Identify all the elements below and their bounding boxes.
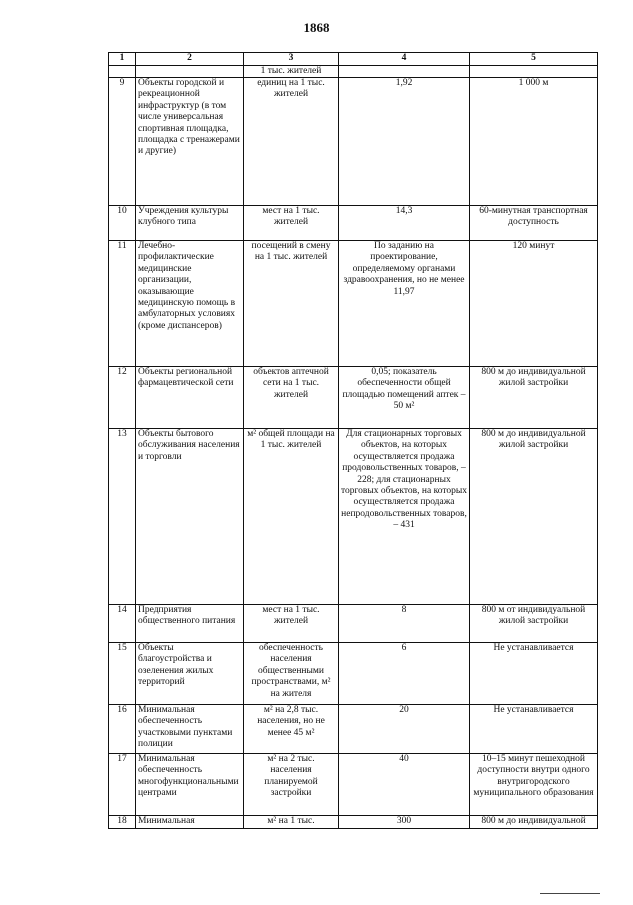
row-value: 8 (339, 605, 470, 643)
row-accessibility: 800 м от индивидуальной жилой застройки (470, 605, 598, 643)
row-value: 300 (339, 816, 470, 829)
table-body (109, 66, 598, 829)
continuation-num-cell (109, 66, 136, 78)
row-object-name: Минимальная обеспеченность участковыми пунктами полиции (136, 705, 244, 754)
row-value: 20 (339, 705, 470, 754)
row-number: 10 (109, 206, 136, 241)
row-value: 14,3 (339, 206, 470, 241)
row-unit: объектов аптечной сети на 1 тыс. жителей (244, 367, 339, 429)
row-number: 15 (109, 643, 136, 705)
row-value: 6 (339, 643, 470, 705)
continuation-note-cell (470, 66, 598, 78)
table-row (109, 78, 598, 206)
row-unit: м² на 1 тыс. (244, 816, 339, 829)
row-accessibility: Не устанавливается (470, 643, 598, 705)
header-col-3: 3 (244, 53, 339, 66)
row-value: 0,05; показатель обеспеченности общей площадью помещений аптек – 50 м² (339, 367, 470, 429)
row-number: 16 (109, 705, 136, 754)
row-value: 40 (339, 754, 470, 816)
row-unit: м² на 2 тыс. населения планируемой застройки (244, 754, 339, 816)
row-number: 17 (109, 754, 136, 816)
row-number: 12 (109, 367, 136, 429)
continuation-unit-cell: 1 тыс. жителей (244, 66, 339, 78)
table-row (109, 754, 598, 816)
row-object-name: Лечебно-профилактические медицинские организации, оказывающие медицинскую помощь в амбулаторных условиях (кроме диспансеров) (136, 241, 244, 367)
table-row (109, 206, 598, 241)
table-row (109, 705, 598, 754)
row-accessibility: 120 минут (470, 241, 598, 367)
norms-table (108, 52, 598, 829)
row-unit: единиц на 1 тыс. жителей (244, 78, 339, 206)
header-col-2: 2 (136, 53, 244, 66)
row-value: Для стационарных торговых объектов, на которых осуществляется продажа продовольственных товаров, – 228; для стационарных торговых объектов, на которых осуществляется продажа непродовольственных товаров, – 431 (339, 429, 470, 605)
row-unit: мест на 1 тыс. жителей (244, 605, 339, 643)
row-accessibility: Не устанавливается (470, 705, 598, 754)
row-accessibility: 10–15 минут пешеходной доступности внутри одного внутригородского муниципального образования (470, 754, 598, 816)
row-unit: м² общей площади на 1 тыс. жителей (244, 429, 339, 605)
row-number: 13 (109, 429, 136, 605)
table-row (109, 643, 598, 705)
row-unit: мест на 1 тыс. жителей (244, 206, 339, 241)
row-object-name: Объекты бытового обслуживания населения и торговли (136, 429, 244, 605)
row-value: 1,92 (339, 78, 470, 206)
table-header (109, 53, 598, 66)
header-col-4: 4 (339, 53, 470, 66)
row-number: 9 (109, 78, 136, 206)
table-row (109, 605, 598, 643)
continuation-value-cell (339, 66, 470, 78)
header-col-1: 1 (109, 53, 136, 66)
row-object-name: Объекты благоустройства и озеленения жилых территорий (136, 643, 244, 705)
scan-edge-line (540, 893, 600, 894)
row-object-name: Учреждения культуры клубного типа (136, 206, 244, 241)
row-object-name: Минимальная (136, 816, 244, 829)
row-unit: обеспеченность населения общественными пространствами, м² на жителя (244, 643, 339, 705)
row-accessibility: 800 м до индивидуальной (470, 816, 598, 829)
row-accessibility: 800 м до индивидуальной жилой застройки (470, 429, 598, 605)
header-col-5: 5 (470, 53, 598, 66)
row-accessibility: 800 м до индивидуальной жилой застройки (470, 367, 598, 429)
row-number: 11 (109, 241, 136, 367)
row-value: По заданию на проектирование, определяемому органами здравоохранения, но не менее 11,97 (339, 241, 470, 367)
table-row (109, 816, 598, 829)
row-number: 18 (109, 816, 136, 829)
row-object-name: Объекты городской и рекреационной инфраструктур (в том числе универсальная спортивная площадка, площадка с тренажерами и другие) (136, 78, 244, 206)
row-object-name: Объекты региональной фармацевтической сети (136, 367, 244, 429)
row-unit: посещений в смену на 1 тыс. жителей (244, 241, 339, 367)
table-row (109, 429, 598, 605)
row-accessibility: 60-минутная транспортная доступность (470, 206, 598, 241)
row-object-name: Предприятия общественного питания (136, 605, 244, 643)
continuation-row (109, 66, 598, 78)
table-row (109, 367, 598, 429)
row-number: 14 (109, 605, 136, 643)
row-accessibility: 1 000 м (470, 78, 598, 206)
continuation-name-cell (136, 66, 244, 78)
table-row (109, 241, 598, 367)
row-object-name: Минимальная обеспеченность многофункциональными центрами (136, 754, 244, 816)
page-number: 1868 (303, 20, 330, 35)
row-unit: м² на 2,8 тыс. населения, но не менее 45 м² (244, 705, 339, 754)
header-row (109, 53, 598, 66)
